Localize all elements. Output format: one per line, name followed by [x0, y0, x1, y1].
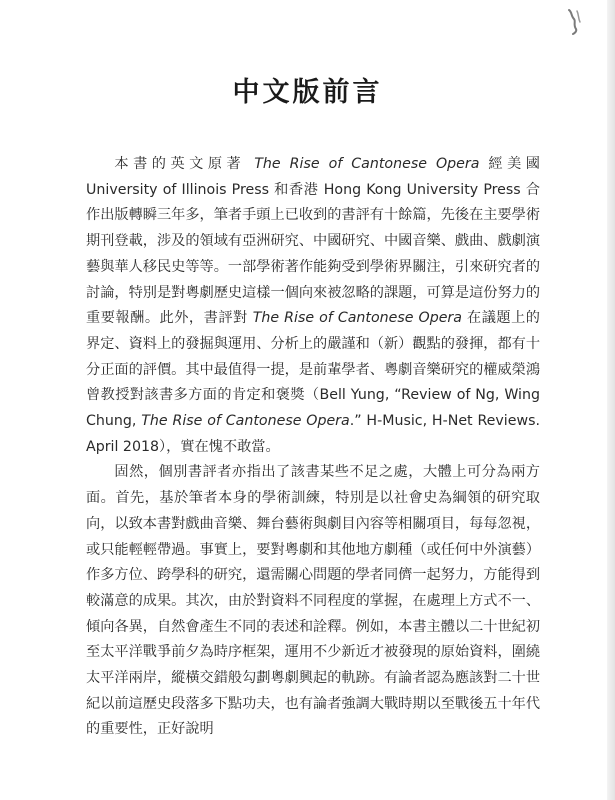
book-title-italic: The Rise of Cantonese Opera [254, 156, 480, 172]
text-run: 經美國 University of Illinois Press 和香港 Hong Kong University Press 合作出版轉瞬三年多，筆者手頭上已收到的書評有十餘篇，先後在主要學術期刊登載，涉及的領域有亞洲研究、中國研究、中國音樂、戲曲、戲劇演藝與華人移民史等等。一部學術著作能夠受到學術界關注，引來研究者的討論，特別是對粵劇歷史這樣一個向來被忽略的課題，可算是這份努力的重要報酬。此外，書評對 [86, 156, 541, 327]
book-title-italic: The Rise of Cantonese Opera [252, 310, 462, 327]
page-title: 中文版前言 [232, 77, 383, 108]
book-title-italic: The Rise of Cantonese Opera [141, 413, 350, 430]
text-run: 在議題上的界定、資料上的發掘與運用、分析上的嚴謹和（新）觀點的發揮，都有十分正面的評價。其中最值得一提，是前輩學者、粵劇音樂研究的權威榮鴻曾教授對該書多方面的肯定和褒獎（Bell Yung, “Review of Ng, Wing Chung, [86, 310, 541, 430]
text-run: .” H-Music, H-Net Reviews. April 2018），實在愧不敢當。 [86, 413, 540, 455]
paragraph-1 [86, 152, 540, 460]
preface-body [86, 152, 540, 743]
paragraph-2 [86, 460, 540, 743]
text-run: 固然，個別書評者亦指出了該書某些不足之處，大體上可分為兩方面。首先，基於筆者本身的學術訓練，特別是以社會史為綱領的研究取向，以致本書對戲曲音樂、舞台藝術與劇目內容等相關項目，每每忽視，或只能輕輕帶過。事實上，要對粵劇和其他地方劇種（或任何中外演藝）作多方位、跨學科的研究，還需關心問題的學者同儕一起努力，方能得到較滿意的成果。其次，由於對資料不同程度的掌握，在處理上方式不一、傾向各異，自然會產生不同的表述和詮釋。例如，本書主體以二十世紀初至太平洋戰爭前夕為時序框架，運用不少新近才被發現的原始資料，圍繞太平洋兩岸，縱橫交錯般勾劃粵劇興起的軌跡。有論者認為應該對二十世紀以前這歷史段落多下點功夫，也有論者強調大戰時期以至戰後五十年代的重要性，正好說明 [86, 464, 541, 738]
text-run: 本書的英文原著 [114, 156, 255, 172]
decorative-brush-icon [559, 6, 589, 36]
page-edge-shadow [607, 0, 615, 800]
